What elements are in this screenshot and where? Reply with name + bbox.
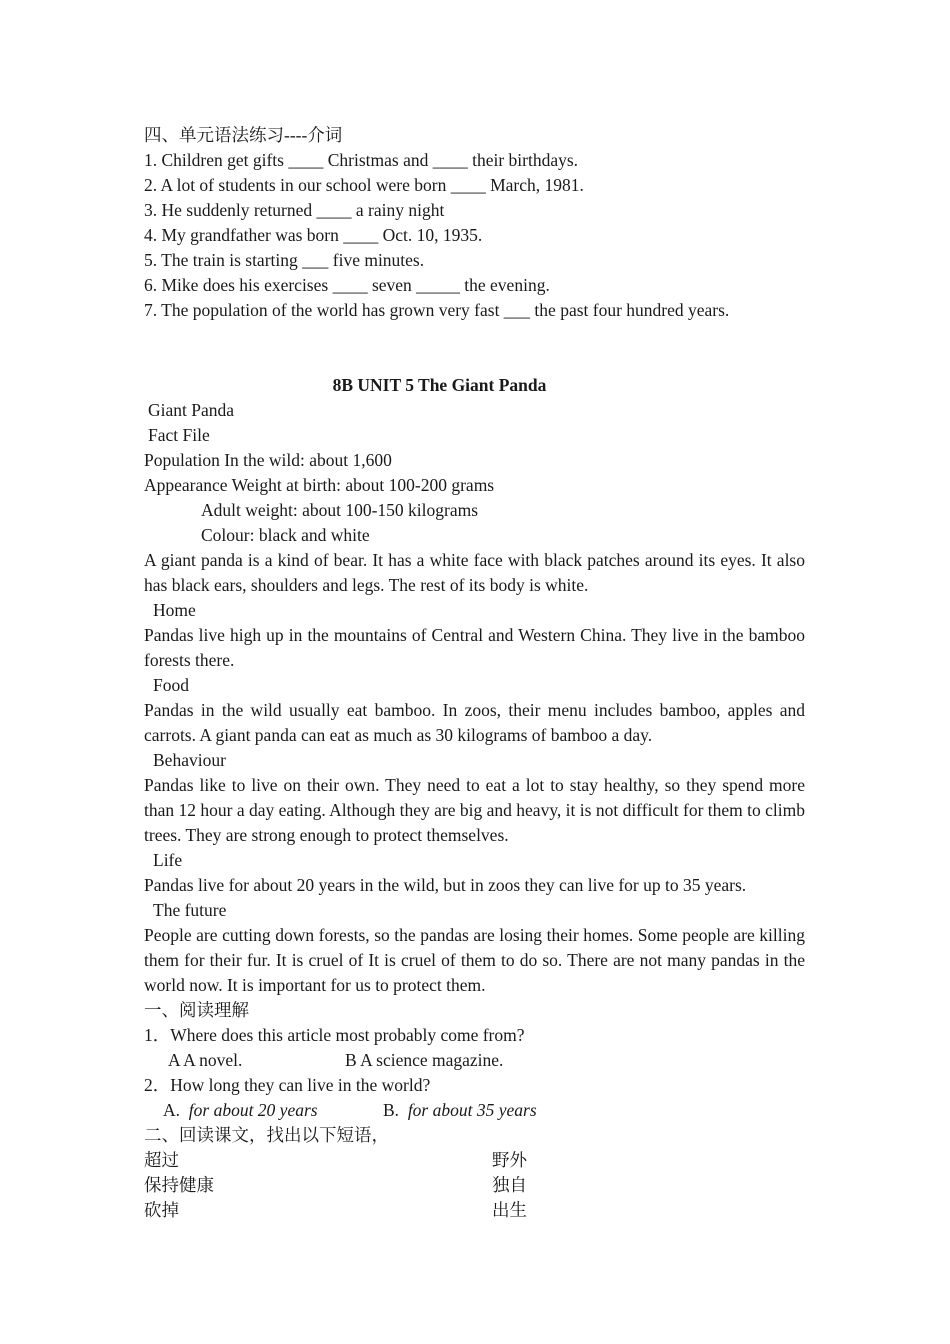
phrase-left: 砍掉	[144, 1200, 179, 1220]
grammar-item: 3. He suddenly returned ____ a rainy night	[144, 200, 445, 220]
grammar-item: 4. My grandfather was born ____ Oct. 10, 1935.	[144, 225, 483, 245]
grammar-heading: 四、单元语法练习----介词	[144, 125, 343, 145]
option-a-text: for about 20 years	[188, 1100, 318, 1120]
reading-heading: 一、阅读理解	[144, 1000, 249, 1020]
question-2: 2．How long they can live in the world?	[144, 1075, 431, 1095]
question-1: 1．Where does this article most probably come from?	[144, 1025, 525, 1045]
document-page	[144, 123, 805, 1223]
option-b-label: B.	[383, 1100, 400, 1120]
option-a-label: A.	[163, 1100, 181, 1120]
fact-adult-weight: Adult weight: about 100-150 kilograms	[201, 500, 479, 520]
grammar-item: 2. A lot of students in our school were born ____ March, 1981.	[144, 175, 584, 195]
fact-population: Population In the wild: about 1,600	[144, 450, 392, 470]
section-text-food: Pandas in the wild usually eat bamboo. In zoos, their menu includes bamboo, apples and carrots. A giant panda can eat as much as 30 kilograms of bamboo a day.	[144, 700, 805, 745]
option-b: B A science magazine.	[345, 1050, 504, 1070]
fact-subtitle: Fact File	[148, 425, 210, 445]
section-text-future: People are cutting down forests, so the pandas are losing their homes. Some people are killing them for their fur. It is cruel of It is cruel of them to do so. There are not many pandas in the world now. It is important for us to protect them.	[144, 925, 805, 995]
phrases-heading: 二、回读课文，找出以下短语，	[144, 1125, 389, 1145]
section-text-behaviour: Pandas like to live on their own. They need to eat a lot to stay healthy, so they spend more than 12 hour a day eating. Although they are big and heavy, it is not difficult for them to climb trees. They are strong enough to protect themselves.	[144, 775, 805, 845]
fact-appearance: Appearance Weight at birth: about 100-200 grams	[144, 475, 495, 495]
phrase-right: 出生	[492, 1200, 527, 1220]
option-a	[163, 1098, 318, 1123]
fact-colour: Colour: black and white	[201, 525, 370, 545]
question-2-options	[144, 1098, 805, 1123]
section-heading-home: Home	[153, 600, 196, 620]
option-b-text: for about 35 years	[407, 1100, 537, 1120]
option-a: A A novel.	[168, 1050, 243, 1070]
spacer	[144, 323, 805, 373]
fact-subtitle: Giant Panda	[148, 400, 235, 420]
grammar-item: 1. Children get gifts ____ Christmas and ____ their birthdays.	[144, 150, 579, 170]
phrase-row	[144, 1173, 805, 1198]
phrase-left: 保持健康	[144, 1175, 214, 1195]
section-heading-behaviour: Behaviour	[153, 750, 226, 770]
section-text-life: Pandas live for about 20 years in the wild, but in zoos they can live for up to 35 years.	[144, 875, 747, 895]
phrase-row	[144, 1198, 805, 1223]
grammar-item: 6. Mike does his exercises ____ seven _____ the evening.	[144, 275, 550, 295]
option-b	[383, 1098, 537, 1123]
panda-description: A giant panda is a kind of bear. It has a white face with black patches around its eyes. It also has black ears, shoulders and legs. The rest of its body is white.	[144, 550, 805, 595]
grammar-item: 7. The population of the world has grown very fast ___ the past four hundred years.	[144, 300, 730, 320]
question-1-options	[144, 1048, 805, 1073]
phrase-right: 野外	[492, 1150, 527, 1170]
unit-title: 8B UNIT 5 The Giant Panda	[332, 375, 547, 395]
phrase-right: 独自	[492, 1175, 527, 1195]
section-text-home: Pandas live high up in the mountains of Central and Western China. They live in the bamboo forests there.	[144, 625, 805, 670]
phrase-row	[144, 1148, 805, 1173]
section-heading-food: Food	[153, 675, 189, 695]
phrase-left: 超过	[144, 1150, 179, 1170]
section-heading-future: The future	[153, 900, 227, 920]
grammar-item: 5. The train is starting ___ five minutes.	[144, 250, 425, 270]
section-heading-life: Life	[153, 850, 183, 870]
